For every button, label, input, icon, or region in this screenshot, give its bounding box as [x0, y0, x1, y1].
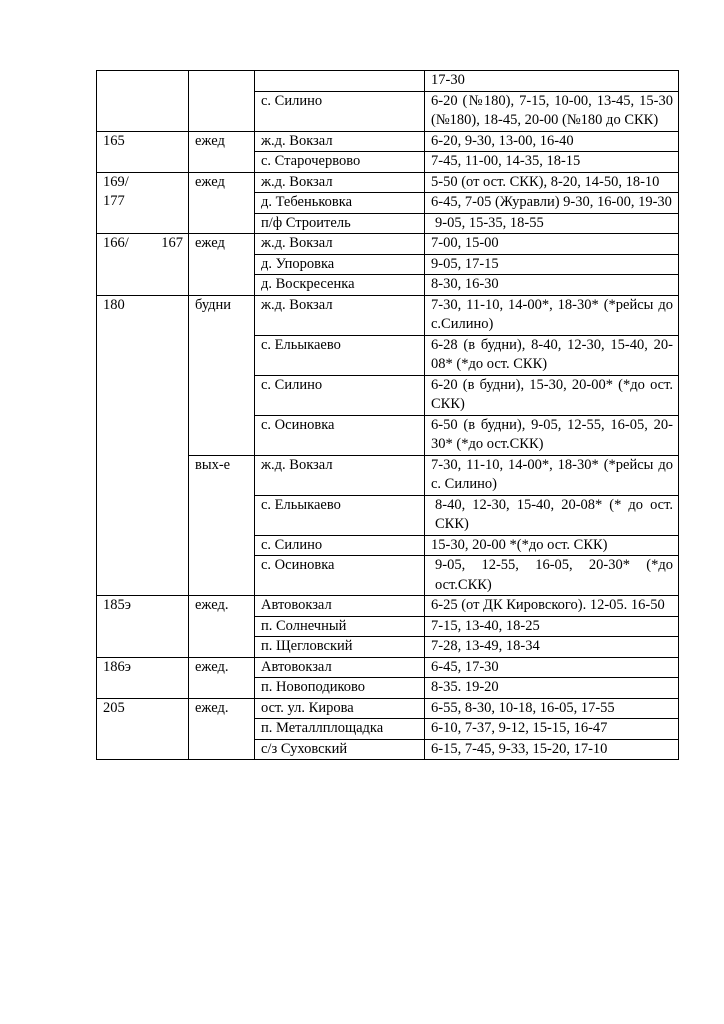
stop-cell: Автовокзал — [255, 596, 425, 617]
times-cell: 6-20 (в будни), 15-30, 20-00* (*до ост. СКК) — [425, 375, 679, 415]
stop-cell: п. Щегловский — [255, 637, 425, 658]
times-cell: 6-25 (от ДК Кировского). 12-05. 16-50 — [425, 596, 679, 617]
days-cell — [189, 71, 255, 132]
table-row — [97, 234, 679, 255]
times-cell: 7-30, 11-10, 14-00*, 18-30* (*рейсы до с. Силино) — [425, 455, 679, 495]
stop-cell — [255, 71, 425, 92]
days-cell: ежед. — [189, 657, 255, 698]
times-cell: 6-10, 7-37, 9-12, 15-15, 16-47 — [425, 719, 679, 740]
times-cell: 6-45, 17-30 — [425, 657, 679, 678]
stop-cell: ж.д. Вокзал — [255, 234, 425, 255]
times-cell: 6-50 (в будни), 9-05, 12-55, 16-05, 20-30* (*до ост.СКК) — [425, 415, 679, 455]
stop-cell: с/з Суховский — [255, 739, 425, 760]
times-cell: 8-40, 12-30, 15-40, 20-08* (* до ост. СКК) — [425, 495, 679, 535]
times-cell: 7-00, 15-00 — [425, 234, 679, 255]
days-cell: ежед — [189, 131, 255, 172]
stop-cell: Автовокзал — [255, 657, 425, 678]
days-cell: вых-е — [189, 455, 255, 596]
times-cell: 6-45, 7-05 (Журавли) 9-30, 16-00, 19-30 — [425, 193, 679, 214]
table-row — [97, 657, 679, 678]
route-cell: 165 — [97, 131, 189, 172]
table-row — [97, 172, 679, 193]
stop-cell: ж.д. Вокзал — [255, 131, 425, 152]
times-cell: 6-15, 7-45, 9-33, 15-20, 17-10 — [425, 739, 679, 760]
stop-cell: с. Силино — [255, 375, 425, 415]
stop-cell: с. Силино — [255, 91, 425, 131]
table-row — [97, 698, 679, 719]
table-row — [97, 596, 679, 617]
days-cell: ежед — [189, 172, 255, 234]
days-cell: ежед. — [189, 596, 255, 658]
stop-cell: п. Металлплощадка — [255, 719, 425, 740]
days-cell: ежед — [189, 234, 255, 296]
route-cell: 169/ 177 — [97, 172, 189, 234]
table-row — [97, 71, 679, 92]
times-cell: 7-30, 11-10, 14-00*, 18-30* (*рейсы до с.Силино) — [425, 295, 679, 335]
times-cell: 6-20, 9-30, 13-00, 16-40 — [425, 131, 679, 152]
table-row — [97, 295, 679, 335]
stop-cell: п/ф Строитель — [255, 213, 425, 234]
stop-cell: ж.д. Вокзал — [255, 172, 425, 193]
times-cell: 9-05, 15-35, 18-55 — [425, 213, 679, 234]
times-cell: 5-50 (от ост. СКК), 8-20, 14-50, 18-10 — [425, 172, 679, 193]
days-cell: будни — [189, 295, 255, 455]
stop-cell: ж.д. Вокзал — [255, 295, 425, 335]
route-cell: 166/ 167 — [97, 234, 189, 296]
bus-schedule-table — [96, 70, 679, 760]
stop-cell: с. Осиновка — [255, 556, 425, 596]
route-cell: 205 — [97, 698, 189, 760]
stop-cell: с. Старочервово — [255, 152, 425, 173]
times-cell: 17-30 — [425, 71, 679, 92]
route-cell: 180 — [97, 295, 189, 596]
stop-cell: д. Тебеньковка — [255, 193, 425, 214]
stop-cell: с. Осиновка — [255, 415, 425, 455]
stop-cell: п. Солнечный — [255, 616, 425, 637]
times-cell: 8-30, 16-30 — [425, 275, 679, 296]
times-cell: 15-30, 20-00 *(*до ост. СКК) — [425, 535, 679, 556]
stop-cell: ост. ул. Кирова — [255, 698, 425, 719]
table-row — [97, 131, 679, 152]
stop-cell: д. Воскресенка — [255, 275, 425, 296]
stop-cell: д. Упоровка — [255, 254, 425, 275]
times-cell: 7-15, 13-40, 18-25 — [425, 616, 679, 637]
route-cell: 185э — [97, 596, 189, 658]
stop-cell: с. Ельыкаево — [255, 495, 425, 535]
route-cell: 186э — [97, 657, 189, 698]
times-cell: 7-28, 13-49, 18-34 — [425, 637, 679, 658]
times-cell: 6-55, 8-30, 10-18, 16-05, 17-55 — [425, 698, 679, 719]
stop-cell: ж.д. Вокзал — [255, 455, 425, 495]
times-cell: 6-28 (в будни), 8-40, 12-30, 15-40, 20-08* (*до ост. СКК) — [425, 335, 679, 375]
stop-cell: с. Силино — [255, 535, 425, 556]
days-cell: ежед. — [189, 698, 255, 760]
times-cell: 9-05, 12-55, 16-05, 20-30* (*до ост.СКК) — [425, 556, 679, 596]
stop-cell: с. Ельыкаево — [255, 335, 425, 375]
times-cell: 7-45, 11-00, 14-35, 18-15 — [425, 152, 679, 173]
times-cell: 8-35. 19-20 — [425, 678, 679, 699]
times-cell: 6-20 (№180), 7-15, 10-00, 13-45, 15-30 (№180), 18-45, 20-00 (№180 до СКК) — [425, 91, 679, 131]
stop-cell: п. Новоподиково — [255, 678, 425, 699]
times-cell: 9-05, 17-15 — [425, 254, 679, 275]
route-cell — [97, 71, 189, 132]
